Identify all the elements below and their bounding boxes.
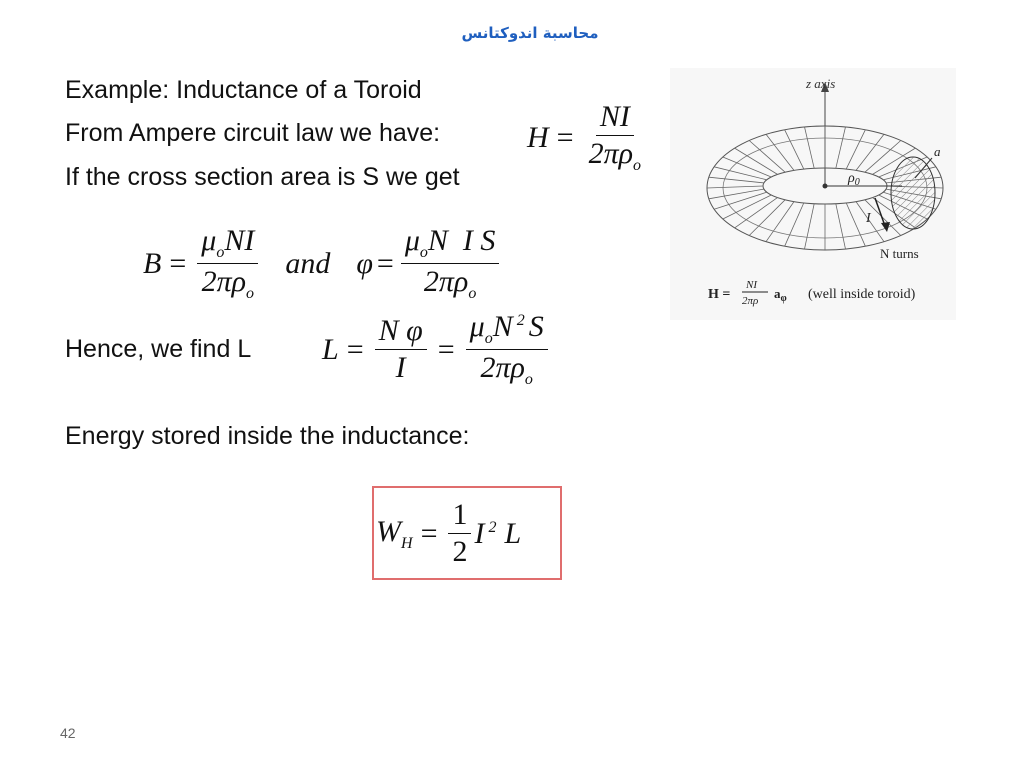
l-fraction-1 — [375, 314, 427, 385]
l-symbol: L — [322, 332, 339, 366]
n-turns-label: N turns — [880, 246, 919, 261]
winding-turn — [865, 141, 901, 173]
w-symbol: $W_H$ — [376, 514, 413, 552]
phi-denominator: $2\pi\rho_o$ — [423, 265, 477, 302]
find-l-text: Hence, we find L — [65, 335, 252, 363]
toroid-figure — [670, 68, 956, 320]
winding-turn — [846, 203, 865, 246]
winding-turn — [707, 186, 763, 188]
toroid-diagram — [670, 68, 956, 320]
phi-symbol: φ — [356, 246, 373, 280]
w-current: I $^2$ — [474, 516, 497, 550]
winding-turn — [766, 202, 794, 242]
winding-turn — [749, 141, 785, 173]
and-word: and — [285, 246, 331, 280]
h-denominator: $2\pi\rho_o$ — [588, 137, 642, 174]
page-number: 42 — [60, 725, 76, 741]
l-frac1-numerator: N φ — [375, 314, 427, 350]
winding-turn — [836, 204, 846, 249]
winding-turn — [714, 192, 767, 209]
ampere-law-text: From Ampere circuit law we have: — [65, 119, 441, 147]
w-inductance: L — [504, 516, 522, 550]
energy-equation-box — [372, 486, 562, 580]
winding-turn — [714, 167, 767, 180]
l-fraction-2 — [466, 310, 548, 389]
cross-section-text: If the cross section area is S we get — [65, 163, 460, 191]
caption-unit-vector: $a_\varphi$ — [774, 286, 787, 304]
winding-turn — [709, 177, 764, 183]
equation-h: H = $\frac{NI}{2\pi\rho_o}$ — [527, 100, 648, 175]
winding-turn — [709, 189, 764, 199]
center-point — [823, 184, 828, 189]
a-label: a — [934, 144, 941, 159]
winding-turn — [846, 130, 865, 169]
caption-denominator: 2πρ — [742, 295, 759, 307]
w-numerator: 1 — [448, 498, 471, 534]
slide-title: محاسبة اندوكتانس — [461, 24, 599, 42]
equation-l: L = $\frac{\text{N φ}}{I}$ = $\frac{\mu_oN ^2 S}{2\pi\rho_o}$ — [322, 310, 551, 389]
winding-turn — [836, 127, 846, 168]
phi-numerator: $\mu_oN$ I S — [401, 224, 500, 264]
cross-section — [891, 157, 935, 229]
current-arrow-line — [875, 198, 885, 226]
z-axis-label: z axis — [806, 76, 836, 91]
w-denominator: 2 — [452, 535, 468, 568]
caption-note: (well inside toroid) — [808, 287, 916, 302]
energy-text: Energy stored inside the inductance: — [65, 422, 470, 450]
winding-turn — [805, 127, 815, 168]
winding-turn — [785, 130, 804, 169]
example-heading: Example: Inductance of a Toroid — [65, 76, 422, 104]
current-label: I — [866, 211, 871, 226]
winding-turn — [785, 203, 804, 246]
l-frac1-denominator: I — [395, 351, 406, 384]
l-frac2-denominator: $2\pi\rho_o$ — [480, 351, 533, 388]
b-numerator: $\mu_oNI$ — [197, 224, 258, 264]
caption-numerator: NI — [746, 279, 757, 291]
b-denominator: $2\pi\rho_o$ — [201, 265, 254, 302]
h-numerator: NI — [596, 100, 634, 136]
figure-caption: H = — [708, 287, 731, 302]
winding-turn — [805, 204, 815, 249]
w-fraction — [448, 498, 471, 569]
h-fraction — [585, 100, 645, 175]
rho-label: $\rho_0$ — [848, 171, 860, 188]
l-frac2-numerator: $\mu_oN$ $^2$ S — [466, 310, 548, 350]
equation-w: $W_H$ = $\frac{1}{2}$ I $^2$ L — [376, 498, 522, 568]
h-symbol: H — [527, 120, 549, 154]
equation-b-phi: B = $\frac{\mu_oNI}{2\pi\rho_o}$ and φ = $\frac{\mu_oN I S}{2\pi\rho_o}$ — [143, 224, 502, 303]
b-fraction — [197, 224, 258, 303]
winding-turn — [723, 157, 772, 177]
b-symbol: B — [143, 246, 162, 280]
phi-fraction — [401, 224, 500, 303]
